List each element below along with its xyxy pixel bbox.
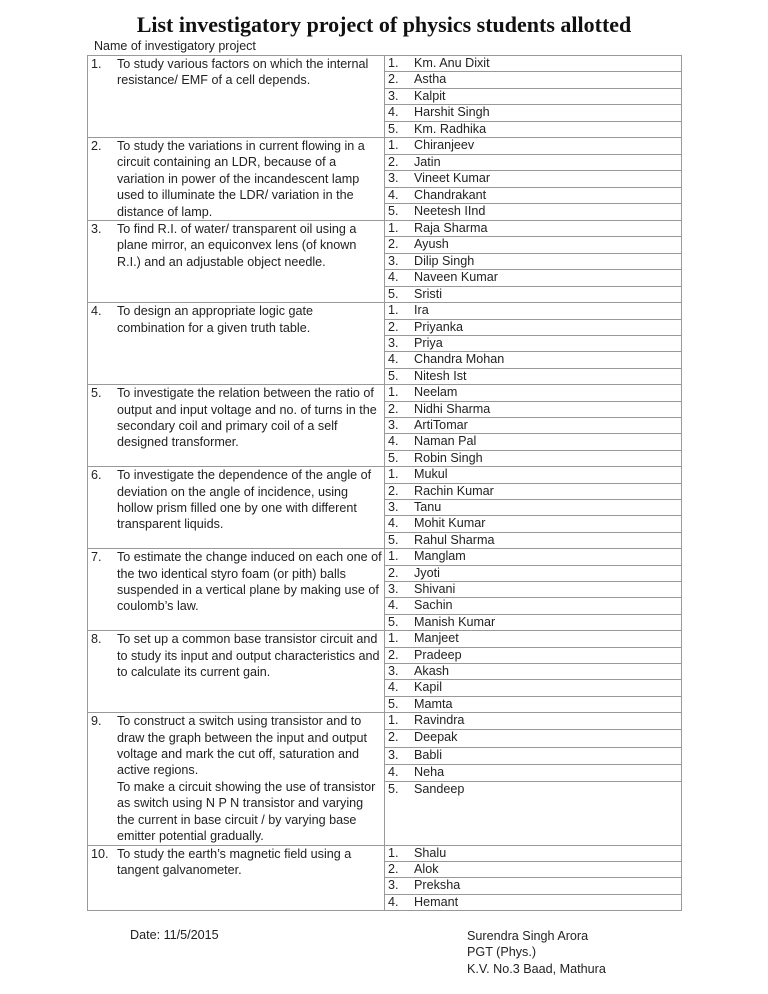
project-item xyxy=(88,631,384,680)
student-cell xyxy=(385,221,682,237)
student-number: 1. xyxy=(388,713,399,728)
student-name: Rachin Kumar xyxy=(414,483,494,498)
student-number: 1. xyxy=(388,303,399,318)
student-number: 4. xyxy=(388,516,399,531)
student-cell xyxy=(385,335,682,351)
projects-table xyxy=(87,55,682,911)
project-item xyxy=(88,713,384,844)
project-number: 6. xyxy=(91,468,102,483)
project-cell xyxy=(88,549,385,631)
project-item xyxy=(88,56,384,89)
student-number: 1. xyxy=(388,138,399,153)
student-cell xyxy=(385,861,682,877)
student-name: Nitesh Ist xyxy=(414,368,467,383)
student-cell xyxy=(385,56,682,72)
project-description xyxy=(117,303,382,336)
student-name: ArtiTomar xyxy=(414,417,468,432)
student-item xyxy=(385,664,681,679)
student-cell xyxy=(385,582,682,598)
student-name: Naman Pal xyxy=(414,434,477,449)
project-number: 8. xyxy=(91,632,102,647)
student-item xyxy=(385,648,681,663)
student-cell xyxy=(385,549,682,565)
student-name: Ayush xyxy=(414,237,449,252)
student-item xyxy=(385,369,681,384)
project-description-text: To set up a common base transistor circuit and to study its input and output characteristics and to calculate its current gain. xyxy=(117,632,380,680)
student-number: 1. xyxy=(388,467,399,482)
student-cell xyxy=(385,467,682,483)
student-name: Shalu xyxy=(414,845,447,860)
student-cell xyxy=(385,253,682,269)
student-number: 3. xyxy=(388,253,399,268)
table-row xyxy=(88,631,682,647)
student-item xyxy=(385,237,681,252)
student-item xyxy=(385,89,681,104)
student-name: Sandeep xyxy=(414,781,465,796)
student-cell xyxy=(385,237,682,253)
student-item xyxy=(385,862,681,877)
project-number: 5. xyxy=(91,386,102,401)
student-item xyxy=(385,138,681,153)
student-number: 4. xyxy=(388,105,399,120)
student-cell xyxy=(385,138,682,155)
student-cell xyxy=(385,483,682,499)
student-number: 2. xyxy=(388,319,399,334)
table-row xyxy=(88,138,682,155)
student-number: 2. xyxy=(388,401,399,416)
project-description-text: To investigate the dependence of the angle of deviation on the angle of incidence, using hollow prism filled one by one with different transparent liquids. xyxy=(117,468,372,532)
student-number: 4. xyxy=(388,187,399,202)
student-number: 1. xyxy=(388,56,399,70)
student-number: 2. xyxy=(388,861,399,876)
student-number: 2. xyxy=(388,237,399,252)
student-number: 3. xyxy=(388,878,399,893)
student-number: 3. xyxy=(388,747,399,762)
student-number: 5. xyxy=(388,204,399,219)
student-number: 1. xyxy=(388,385,399,400)
student-name: Robin Singh xyxy=(414,450,483,465)
student-number: 3. xyxy=(388,335,399,350)
signatory-name: Surendra Singh Arora xyxy=(467,929,589,943)
student-name: Hemant xyxy=(414,894,459,909)
student-cell xyxy=(385,532,682,548)
project-description-text: To construct a switch using transistor and to draw the graph between the input and output voltage and mark the cut off, saturation and active regions. xyxy=(117,714,367,778)
student-item xyxy=(385,287,681,302)
project-item xyxy=(88,846,384,879)
project-number: 1. xyxy=(91,57,102,71)
student-name: Raja Sharma xyxy=(414,221,488,236)
student-item xyxy=(385,484,681,499)
student-number: 3. xyxy=(388,88,399,103)
projects-table-body xyxy=(88,56,682,911)
student-item xyxy=(385,451,681,466)
project-cell xyxy=(88,138,385,221)
column-label: Name of investigatory project xyxy=(94,39,256,53)
student-name: Manish Kumar xyxy=(414,614,496,629)
student-cell xyxy=(385,781,682,845)
student-cell xyxy=(385,352,682,368)
student-number: 2. xyxy=(388,647,399,662)
student-number: 2. xyxy=(388,154,399,169)
table-row xyxy=(88,385,682,401)
student-number: 4. xyxy=(388,434,399,449)
student-name: Harshit Singh xyxy=(414,105,490,120)
student-number: 5. xyxy=(388,696,399,711)
student-cell xyxy=(385,598,682,614)
student-item xyxy=(385,533,681,548)
student-cell xyxy=(385,647,682,663)
project-number: 4. xyxy=(91,304,102,319)
student-number: 2. xyxy=(388,483,399,498)
project-item xyxy=(88,303,384,336)
student-cell xyxy=(385,385,682,401)
student-name: Neelam xyxy=(414,385,458,400)
student-item xyxy=(385,72,681,87)
student-cell xyxy=(385,499,682,515)
table-row xyxy=(88,713,682,730)
student-item xyxy=(385,352,681,367)
project-cell xyxy=(88,56,385,138)
student-cell xyxy=(385,88,682,104)
student-item xyxy=(385,500,681,515)
student-item xyxy=(385,204,681,219)
student-name: Babli xyxy=(414,747,443,762)
student-number: 4. xyxy=(388,894,399,909)
project-number: 2. xyxy=(91,139,102,154)
signatory-school: K.V. No.3 Baad, Mathura xyxy=(467,961,606,976)
project-description-text: To estimate the change induced on each one of the two identical styro foam (or pith) balls suspended in a vertical plane by making use of coulomb’s law. xyxy=(117,550,382,614)
table-row xyxy=(88,845,682,861)
student-number: 1. xyxy=(388,221,399,236)
student-item xyxy=(385,697,681,712)
student-name: Jyoti xyxy=(414,565,440,580)
student-name: Neetesh IInd xyxy=(414,204,486,219)
student-item xyxy=(385,598,681,613)
student-number: 2. xyxy=(388,565,399,580)
project-number: 3. xyxy=(91,222,102,237)
student-name: Ravindra xyxy=(414,713,465,728)
student-item xyxy=(385,615,681,630)
student-number: 2. xyxy=(388,72,399,87)
student-item xyxy=(385,713,681,728)
student-name: Manjeet xyxy=(414,631,459,646)
student-name: Jatin xyxy=(414,154,441,169)
student-item xyxy=(385,765,681,780)
table-row xyxy=(88,467,682,483)
student-cell xyxy=(385,696,682,712)
student-item xyxy=(385,878,681,893)
student-item xyxy=(385,171,681,186)
student-name: Deepak xyxy=(414,730,458,745)
project-description-text: To study the variations in current flowing in a circuit containing an LDR, because of a variation in power of the incandescent lamp used to illuminate the LDR/ variation in the distance of lamp. xyxy=(117,139,365,219)
student-name: Shivani xyxy=(414,582,456,596)
student-item xyxy=(385,846,681,861)
student-number: 3. xyxy=(388,582,399,596)
student-cell xyxy=(385,171,682,188)
student-cell xyxy=(385,319,682,335)
student-number: 5. xyxy=(388,614,399,629)
project-number: 10. xyxy=(91,846,109,861)
student-cell xyxy=(385,845,682,861)
student-name: Tanu xyxy=(414,499,442,514)
student-name: Neha xyxy=(414,764,445,779)
student-number: 1. xyxy=(388,549,399,564)
student-name: Km. Anu Dixit xyxy=(414,56,490,70)
student-number: 4. xyxy=(388,680,399,695)
student-name: Dilip Singh xyxy=(414,253,475,268)
student-cell xyxy=(385,747,682,764)
student-number: 3. xyxy=(388,171,399,186)
student-number: 5. xyxy=(388,286,399,301)
student-item xyxy=(385,549,681,564)
project-description xyxy=(117,138,382,220)
signatory-designation: PGT (Phys.) xyxy=(467,945,537,960)
project-description xyxy=(117,549,382,615)
student-item xyxy=(385,303,681,318)
project-cell xyxy=(88,303,385,385)
footer-date: Date: 11/5/2015 xyxy=(130,928,219,942)
student-item xyxy=(385,402,681,417)
project-description xyxy=(117,385,382,451)
student-name: Chandrakant xyxy=(414,187,487,202)
student-cell xyxy=(385,368,682,384)
student-name: Chandra Mohan xyxy=(414,352,505,367)
student-item xyxy=(385,631,681,646)
project-description-text: To study various factors on which the internal resistance/ EMF of a cell depends. xyxy=(117,57,369,88)
student-number: 4. xyxy=(388,352,399,367)
student-cell xyxy=(385,434,682,450)
student-item xyxy=(385,418,681,433)
student-name: Preksha xyxy=(414,878,461,893)
project-item xyxy=(88,549,384,615)
student-cell xyxy=(385,286,682,302)
student-cell xyxy=(385,664,682,680)
student-number: 3. xyxy=(388,499,399,514)
student-name: Priyanka xyxy=(414,319,463,334)
student-cell xyxy=(385,614,682,630)
student-number: 3. xyxy=(388,417,399,432)
student-cell xyxy=(385,105,682,121)
student-name: Chiranjeev xyxy=(414,138,475,153)
project-description xyxy=(117,467,382,533)
project-item xyxy=(88,467,384,533)
project-item xyxy=(88,221,384,270)
student-cell xyxy=(385,894,682,910)
student-name: Nidhi Sharma xyxy=(414,401,491,416)
student-name: Ira xyxy=(414,303,429,318)
project-description xyxy=(117,631,382,680)
student-number: 4. xyxy=(388,270,399,285)
student-number: 4. xyxy=(388,598,399,613)
project-cell xyxy=(88,845,385,911)
project-cell xyxy=(88,713,385,845)
student-name: Pradeep xyxy=(414,647,462,662)
student-cell xyxy=(385,204,682,221)
student-name: Mukul xyxy=(414,467,448,482)
student-cell xyxy=(385,713,682,730)
student-name: Priya xyxy=(414,335,443,350)
table-row xyxy=(88,549,682,565)
student-cell xyxy=(385,187,682,204)
student-item xyxy=(385,188,681,203)
project-description-text: To investigate the relation between the ratio of output and input voltage and no. of turns in the secondary coil and primary coil of a self designed transformer. xyxy=(117,386,377,450)
student-item xyxy=(385,782,681,797)
student-cell xyxy=(385,878,682,894)
student-cell xyxy=(385,303,682,319)
student-cell xyxy=(385,680,682,696)
student-number: 5. xyxy=(388,368,399,383)
project-description xyxy=(117,221,382,270)
student-item xyxy=(385,122,681,137)
student-item xyxy=(385,56,681,71)
project-item xyxy=(88,138,384,220)
project-description-text: To study the earth’s magnetic field using a tangent galvanometer. xyxy=(117,846,352,877)
project-description xyxy=(117,56,382,89)
student-number: 2. xyxy=(388,730,399,745)
student-cell xyxy=(385,631,682,647)
student-cell xyxy=(385,72,682,88)
student-item xyxy=(385,582,681,597)
student-cell xyxy=(385,154,682,171)
student-name: Kalpit xyxy=(414,88,446,103)
student-cell xyxy=(385,417,682,433)
student-name: Km. Radhika xyxy=(414,121,487,136)
project-description-text: To design an appropriate logic gate combination for a given truth table. xyxy=(117,304,314,335)
student-item xyxy=(385,566,681,581)
student-number: 5. xyxy=(388,781,399,796)
table-row xyxy=(88,56,682,72)
student-name: Mohit Kumar xyxy=(414,516,486,531)
student-item xyxy=(385,155,681,170)
project-cell xyxy=(88,221,385,303)
student-cell xyxy=(385,730,682,747)
student-cell xyxy=(385,565,682,581)
student-item xyxy=(385,516,681,531)
project-description xyxy=(117,846,382,879)
student-name: Rahul Sharma xyxy=(414,532,495,547)
student-number: 4. xyxy=(388,764,399,779)
student-item xyxy=(385,105,681,120)
student-item xyxy=(385,385,681,400)
student-name: Sristi xyxy=(414,286,442,301)
student-item xyxy=(385,221,681,236)
student-item xyxy=(385,320,681,335)
student-item xyxy=(385,467,681,482)
student-cell xyxy=(385,450,682,466)
student-name: Akash xyxy=(414,664,450,679)
student-number: 1. xyxy=(388,631,399,646)
project-number: 7. xyxy=(91,550,102,565)
student-name: Sachin xyxy=(414,598,453,613)
student-item xyxy=(385,434,681,449)
student-name: Astha xyxy=(414,72,447,87)
student-name: Naveen Kumar xyxy=(414,270,498,285)
student-item xyxy=(385,748,681,763)
student-cell xyxy=(385,401,682,417)
student-number: 5. xyxy=(388,450,399,465)
student-number: 1. xyxy=(388,845,399,860)
footer-signature xyxy=(467,928,606,977)
project-cell xyxy=(88,631,385,713)
student-number: 5. xyxy=(388,532,399,547)
student-name: Vineet Kumar xyxy=(414,171,491,186)
project-description xyxy=(117,713,382,844)
student-name: Alok xyxy=(414,861,439,876)
student-item xyxy=(385,680,681,695)
table-row xyxy=(88,221,682,237)
project-description-extra: To make a circuit showing the use of transistor as switch using N P N transistor and varying the current in base circuit / by varying base emitter potential gradually. xyxy=(117,779,376,844)
student-name: Mamta xyxy=(414,696,453,711)
student-number: 3. xyxy=(388,664,399,679)
project-number: 9. xyxy=(91,714,102,729)
student-item xyxy=(385,730,681,745)
project-item xyxy=(88,385,384,451)
student-number: 5. xyxy=(388,121,399,136)
project-cell xyxy=(88,467,385,549)
student-cell xyxy=(385,764,682,781)
student-cell xyxy=(385,270,682,286)
student-cell xyxy=(385,121,682,137)
project-cell xyxy=(88,385,385,467)
document-title: List investigatory project of physics students allotted xyxy=(136,12,632,37)
student-cell xyxy=(385,516,682,532)
project-description-text: To find R.I. of water/ transparent oil using a plane mirror, an equiconvex lens (of known R.I.) and an adjustable object needle. xyxy=(117,222,357,269)
student-item xyxy=(385,895,681,910)
student-name: Kapil xyxy=(414,680,443,695)
student-item xyxy=(385,254,681,269)
student-name: Manglam xyxy=(414,549,466,564)
student-item xyxy=(385,270,681,285)
table-row xyxy=(88,303,682,319)
student-item xyxy=(385,336,681,351)
